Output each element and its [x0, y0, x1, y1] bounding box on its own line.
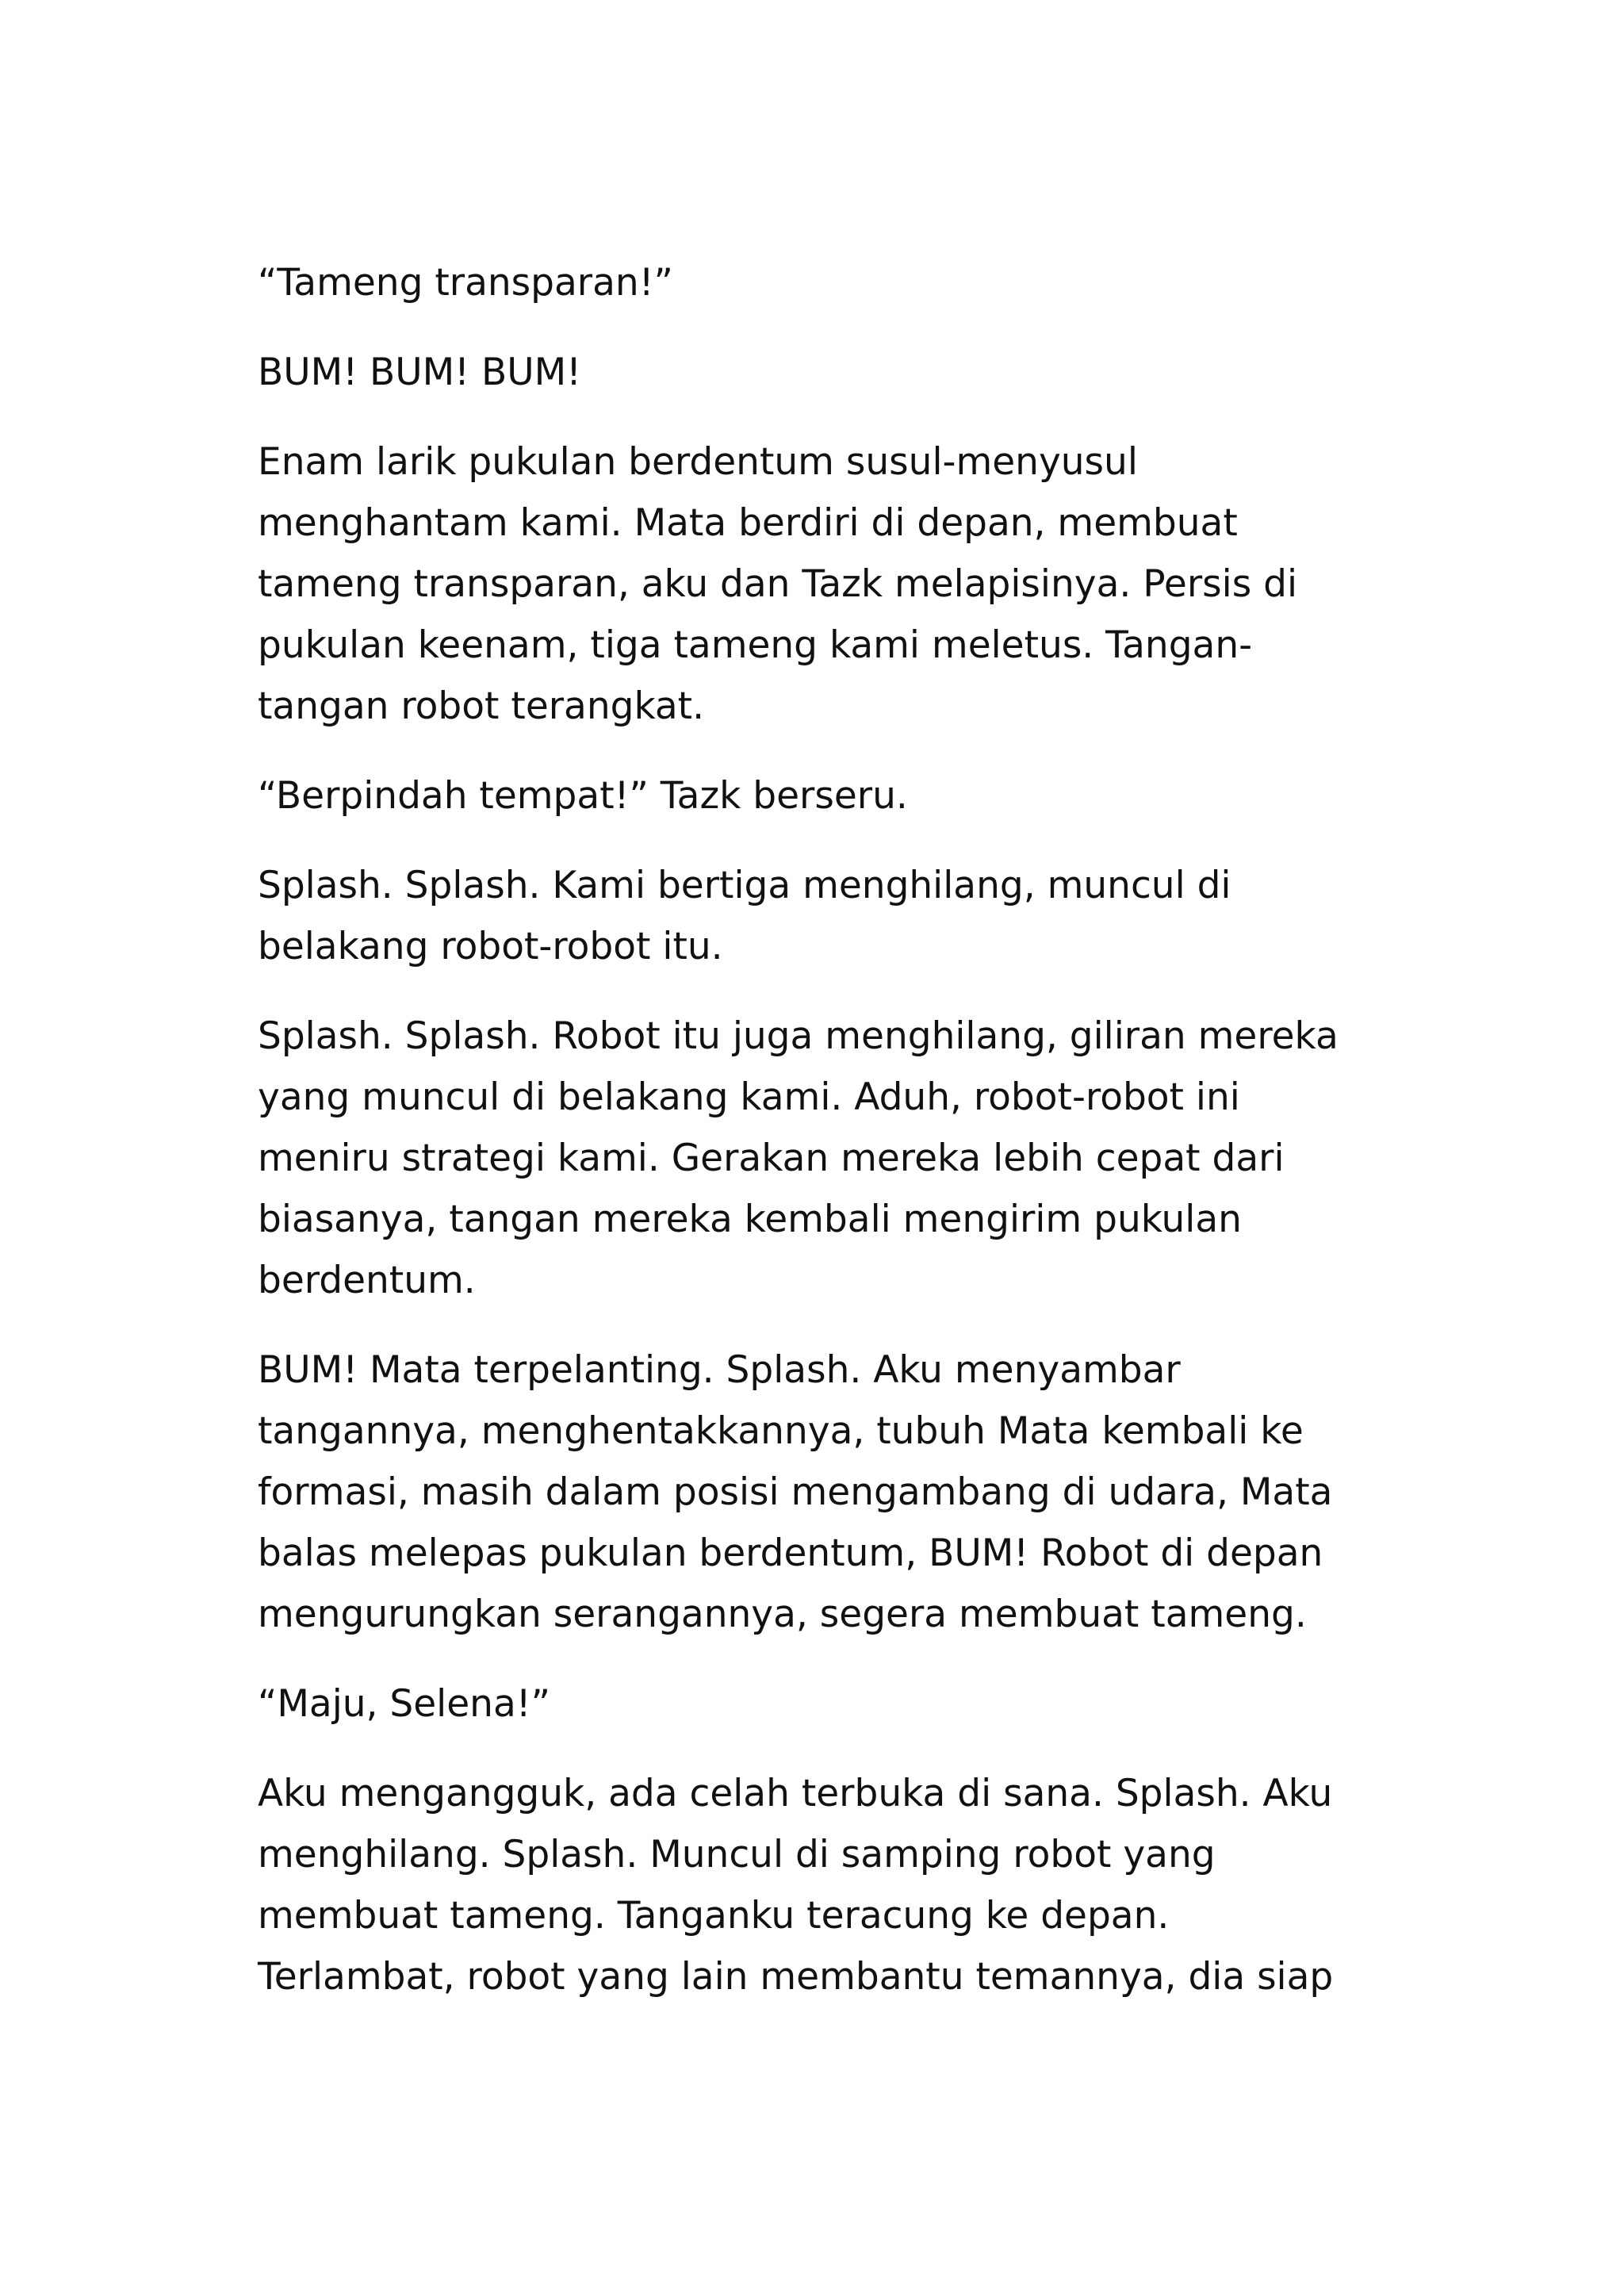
text-line: balas melepas pukulan berdentum, BUM! Robot di depan: [258, 1531, 1323, 1575]
story-text: [258, 252, 1384, 2036]
text-line: “Tameng transparan!”: [258, 261, 673, 305]
text-line: tangan robot terangkat.: [258, 684, 705, 728]
text-line: membuat tameng. Tanganku teracung ke depan.: [258, 1894, 1170, 1938]
text-line: mengurungkan serangannya, segera membuat tameng.: [258, 1593, 1307, 1636]
paragraph-4: [258, 765, 1384, 826]
text-line: meniru strategi kami. Gerakan mereka lebih cepat dari: [258, 1137, 1285, 1180]
paragraph-7: [258, 1340, 1384, 1645]
text-line: tangannya, menghentakkannya, tubuh Mata kembali ke: [258, 1409, 1304, 1453]
text-line: Enam larik pukulan berdentum susul-menyusul: [258, 440, 1138, 484]
text-line: biasanya, tangan mereka kembali mengirim pukulan: [258, 1198, 1242, 1241]
paragraph-5: [258, 855, 1384, 977]
paragraph-1: [258, 252, 1384, 313]
paragraph-3: [258, 431, 1384, 737]
text-line: Aku mengangguk, ada celah terbuka di sana. Splash. Aku: [258, 1772, 1333, 1815]
text-line: berdentum.: [258, 1259, 476, 1302]
text-line: “Berpindah tempat!” Tazk berseru.: [258, 774, 908, 818]
text-line: BUM! BUM! BUM!: [258, 351, 581, 394]
text-line: formasi, masih dalam posisi mengambang di udara, Mata: [258, 1470, 1333, 1514]
text-line: tameng transparan, aku dan Tazk melapisinya. Persis di: [258, 562, 1298, 606]
text-line: yang muncul di belakang kami. Aduh, robot-robot ini: [258, 1075, 1240, 1119]
text-line: Splash. Splash. Robot itu juga menghilang, giliran mereka: [258, 1014, 1339, 1058]
paragraph-8: [258, 1673, 1384, 1734]
text-line: Splash. Splash. Kami bertiga menghilang, muncul di: [258, 864, 1231, 907]
text-line: BUM! Mata terpelanting. Splash. Aku menyambar: [258, 1348, 1181, 1392]
text-line: menghantam kami. Mata berdiri di depan, membuat: [258, 501, 1238, 545]
text-line: menghilang. Splash. Muncul di samping robot yang: [258, 1833, 1216, 1876]
text-line: Terlambat, robot yang lain membantu temannya, dia siap: [258, 1955, 1334, 1999]
text-line: pukulan keenam, tiga tameng kami meletus. Tangan-: [258, 623, 1253, 667]
text-line: belakang robot-robot itu.: [258, 925, 723, 968]
text-line: “Maju, Selena!”: [258, 1682, 550, 1726]
paragraph-9: [258, 1763, 1384, 2007]
paragraph-2: [258, 342, 1384, 403]
paragraph-6: [258, 1006, 1384, 1311]
